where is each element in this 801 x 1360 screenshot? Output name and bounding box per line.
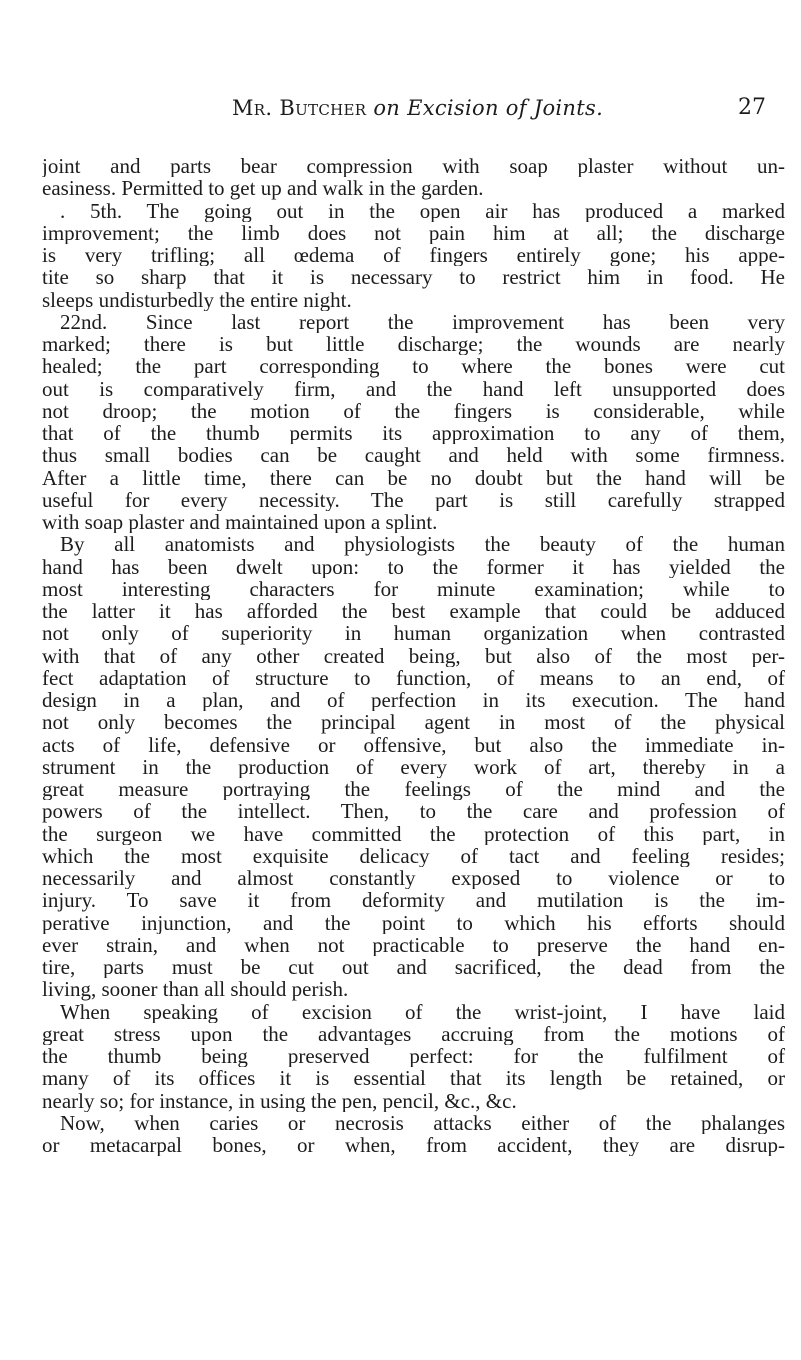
text-line: fect adaptation of structure to function, of means to an end, of <box>42 666 785 689</box>
text-line: or metacarpal bones, or when, from accident, they are disrup- <box>42 1134 785 1157</box>
text-line: By all anatomists and physiologists the beauty of the human <box>60 533 785 556</box>
text-line: the latter it has afforded the best example that could be adduced <box>42 600 785 623</box>
text-line: is very trifling; all œdema of fingers entirely gone; his appe- <box>42 244 785 267</box>
text-line: thus small bodies can be caught and held with some firmness. <box>42 444 785 467</box>
text-line: . 5th. The going out in the open air has produced a marked <box>60 199 785 222</box>
text-line: tite so sharp that it is necessary to restrict him in food. He <box>42 266 785 289</box>
text-line: not only becomes the principal agent in most of the physical <box>42 711 785 734</box>
text-line: not only of superiority in human organization when contrasted <box>42 622 785 645</box>
running-title <box>232 96 603 120</box>
text-line: the surgeon we have committed the protection of this part, in <box>42 822 785 845</box>
body-text <box>42 155 785 1156</box>
text-line: nearly so; for instance, in using the pen, pencil, &c., &c. <box>42 1089 517 1112</box>
text-line: powers of the intellect. Then, to the care and profession of <box>42 800 785 823</box>
text-line: strument in the production of every work of art, thereby in a <box>42 755 785 778</box>
text-line: hand has been dwelt upon: to the former it has yielded the <box>42 555 785 578</box>
text-line: that of the thumb permits its approximation to any of them, <box>42 422 785 445</box>
text-line: most interesting characters for minute examination; while to <box>42 577 785 600</box>
text-line: tire, parts must be cut out and sacrificed, the dead from the <box>42 956 785 979</box>
text-line: injury. To save it from deformity and mutilation is the im- <box>42 889 785 912</box>
running-head <box>0 96 801 126</box>
text-line: ever strain, and when not practicable to preserve the hand en- <box>42 933 785 956</box>
text-line: 22nd. Since last report the improvement has been very <box>60 310 785 333</box>
text-line: design in a plan, and of perfection in its execution. The hand <box>42 689 785 712</box>
author-name: Mr. Butcher <box>232 96 367 120</box>
text-line: easiness. Permitted to get up and walk in the garden. <box>42 177 484 200</box>
text-line: out is comparatively firm, and the hand left unsupported does <box>42 377 785 400</box>
text-line: great measure portraying the feelings of the mind and the <box>42 778 785 801</box>
text-line: living, sooner than all should perish. <box>42 978 349 1001</box>
text-line: healed; the part corresponding to where the bones were cut <box>42 355 785 378</box>
text-line: acts of life, defensive or offensive, but also the immediate in- <box>42 733 785 756</box>
text-line: sleeps undisturbedly the entire night. <box>42 288 352 311</box>
text-line: necessarily and almost constantly exposed to violence or to <box>42 867 785 890</box>
text-line: useful for every necessity. The part is still carefully strapped <box>42 488 785 511</box>
title-connector: on <box>373 96 401 120</box>
text-line: not droop; the motion of the fingers is considerable, while <box>42 399 785 422</box>
text-line: Now, when caries or necrosis attacks either of the phalanges <box>60 1111 785 1134</box>
text-line: the thumb being preserved perfect: for the fulfilment of <box>42 1045 785 1068</box>
page-number: 27 <box>738 95 766 120</box>
text-line: After a little time, there can be no doubt but the hand will be <box>42 466 785 489</box>
text-line: which the most exquisite delicacy of tact and feeling resides; <box>42 844 785 867</box>
text-line: joint and parts bear compression with soap plaster without un- <box>42 155 785 178</box>
chapter-title: Excision of Joints. <box>407 96 604 120</box>
text-line: When speaking of excision of the wrist-joint, I have laid <box>60 1000 785 1023</box>
text-line: many of its offices it is essential that its length be retained, or <box>42 1067 785 1090</box>
text-line: marked; there is but little discharge; the wounds are nearly <box>42 333 785 356</box>
text-line: improvement; the limb does not pain him at all; the discharge <box>42 221 785 244</box>
text-line: with that of any other created being, but also of the most per- <box>42 644 785 667</box>
text-line: with soap plaster and maintained upon a splint. <box>42 511 438 534</box>
text-line: great stress upon the advantages accruing from the motions of <box>42 1022 785 1045</box>
text-line: perative injunction, and the point to which his efforts should <box>42 911 785 934</box>
